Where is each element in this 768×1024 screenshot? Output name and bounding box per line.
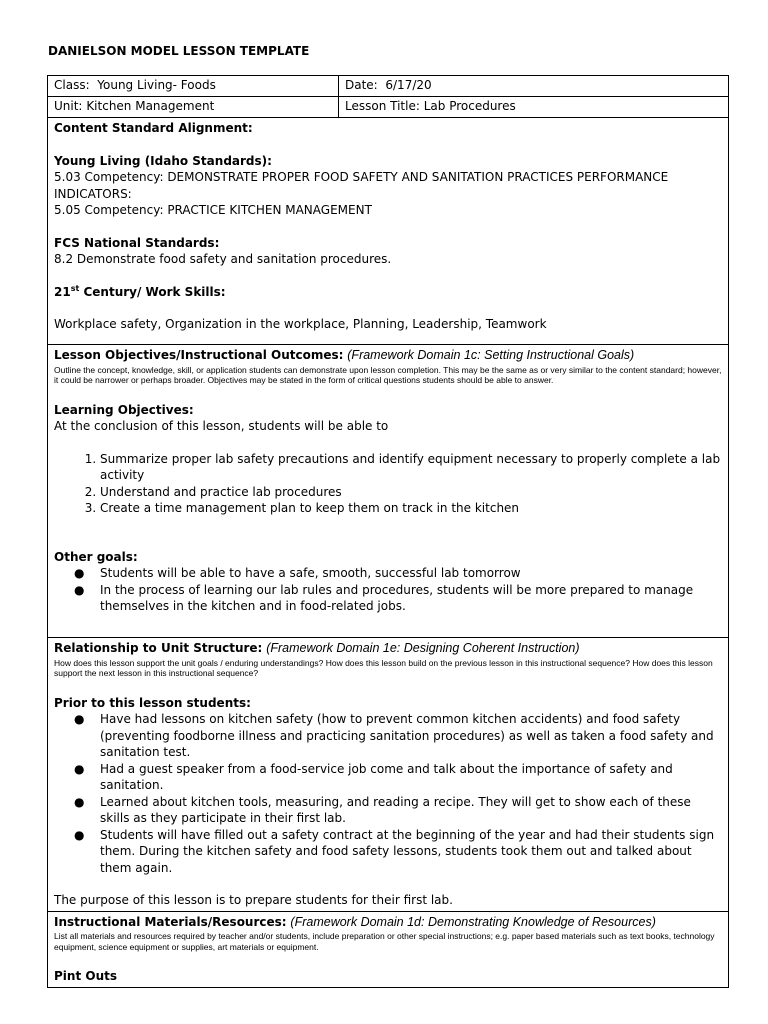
list-item: 3. Create a time management plan to keep them on track in the kitchen (100, 500, 722, 517)
unit-structure-instructions: How does this lesson support the unit goals / enduring understandings? How does this lesson build on the previous lesson in this instructional sequence? How does this lesson support the next lesson in this instructional sequence? (54, 657, 713, 678)
century-skills-heading (54, 284, 722, 301)
bullet-icon: ● (74, 712, 85, 726)
learning-objectives-list (54, 451, 722, 517)
content-standard-heading: Content Standard Alignment: (54, 121, 253, 135)
unit-structure-section (48, 638, 729, 912)
list-item: 2. Understand and practice lab procedures (100, 484, 722, 501)
prior-lesson-heading: Prior to this lesson students: (54, 695, 251, 710)
bullet-icon: ● (74, 566, 85, 580)
prior-lesson-list (54, 711, 722, 876)
other-goals-list (54, 565, 722, 615)
unit-value: Kitchen Management (86, 99, 215, 113)
unit-structure-domain: (Framework Domain 1e: Designing Coherent Instruction) (266, 641, 580, 655)
list-item: ● Had a guest speaker from a food-service job come and talk about the importance of safety and sanitation. (74, 761, 673, 792)
lesson-table (47, 75, 729, 988)
century-sup: st (70, 283, 80, 293)
materials-section (48, 911, 729, 987)
young-living-heading: Young Living (Idaho Standards): (54, 153, 272, 168)
bullet-icon: ● (74, 582, 85, 597)
list-item: ● In the process of learning our lab rules and procedures, students will be more prepared to manage themselves in the kitchen and in food-related jobs. (74, 582, 694, 613)
document-title: DANIELSON MODEL LESSON TEMPLATE (48, 44, 310, 58)
materials-first-item: Pint Outs (54, 969, 117, 983)
unit-structure-heading: Relationship to Unit Structure: (54, 641, 263, 655)
objectives-instructions: Outline the concept, knowledge, skill, or application students can demonstrate upon lesson completion. This may be the same as or very similar to the content standard; however, it could be narrower or perhaps broader. Objectives may be stated in the form of critical questions students should be able to answer. (54, 364, 722, 385)
class-cell (48, 76, 339, 97)
bullet-icon: ● (74, 794, 85, 809)
list-item: ● Learned about kitchen tools, measuring, and reading a recipe. They will get to show each of these skills as they participate in their first lab. (74, 794, 691, 825)
lesson-title-label: Lesson Title: (345, 99, 420, 113)
materials-heading: Instructional Materials/Resources: (54, 914, 287, 929)
work-skills-list: Workplace safety, Organization in the workplace, Planning, Leadership, Teamwork (54, 317, 547, 331)
objectives-section (48, 345, 729, 638)
materials-domain: (Framework Domain 1d: Demonstrating Knowledge of Resources) (290, 914, 656, 929)
century-rest: Century/ Work Skills: (79, 284, 226, 299)
competency-503: 5.03 Competency: DEMONSTRATE PROPER FOOD SAFETY AND SANITATION PRACTICES PERFORMANCE INDICATORS: (54, 170, 669, 201)
lesson-title-value: Lab Procedures (423, 99, 516, 113)
materials-instructions: List all materials and resources required by teacher and/or students, include preparation or other special instructions; e.g. paper based materials such as text books, technology equipment, science equipment or supplies, art materials or equipment. (54, 931, 715, 952)
date-label: Date: (345, 78, 378, 92)
list-item: ● Students will have filled out a safety contract at the beginning of the year and had their students sign them. During the kitchen safety and food safety lessons, students took them out and talked about them again. (74, 827, 715, 875)
date-value: 6/17/20 (385, 78, 432, 92)
class-label: Class: (54, 78, 90, 92)
class-value: Young Living- Foods (97, 78, 216, 92)
lesson-purpose: The purpose of this lesson is to prepare students for their first lab. (54, 893, 453, 907)
list-item: ● Have had lessons on kitchen safety (how to prevent common kitchen accidents) and food safety (preventing foodborne illness and practicing sanitation procedures) as well as taken a food safety and sanitation test. (74, 712, 714, 759)
learning-intro: At the conclusion of this lesson, students will be able to (54, 419, 389, 433)
competency-505: 5.05 Competency: PRACTICE KITCHEN MANAGEMENT (54, 203, 372, 217)
unit-label: Unit: (54, 99, 83, 113)
fcs-heading: FCS National Standards: (54, 235, 220, 250)
list-item: 1. Summarize proper lab safety precautions and identify equipment necessary to properly complete a lab activity (100, 451, 722, 484)
century-number: 21 (54, 284, 71, 299)
list-item: ● Students will be able to have a safe, smooth, successful lab tomorrow (74, 566, 521, 580)
date-cell (339, 76, 729, 97)
lesson-title-cell (339, 97, 729, 118)
other-goals-heading: Other goals: (54, 549, 138, 564)
unit-cell (48, 97, 339, 118)
fcs-standard-item: 8.2 Demonstrate food safety and sanitation procedures. (54, 252, 392, 266)
bullet-icon: ● (74, 761, 85, 776)
objectives-domain: (Framework Domain 1c: Setting Instructional Goals) (347, 348, 635, 362)
content-standard-section (48, 118, 729, 345)
learning-objectives-heading: Learning Objectives: (54, 402, 194, 417)
objectives-heading: Lesson Objectives/Instructional Outcomes: (54, 348, 344, 362)
bullet-icon: ● (74, 827, 85, 842)
